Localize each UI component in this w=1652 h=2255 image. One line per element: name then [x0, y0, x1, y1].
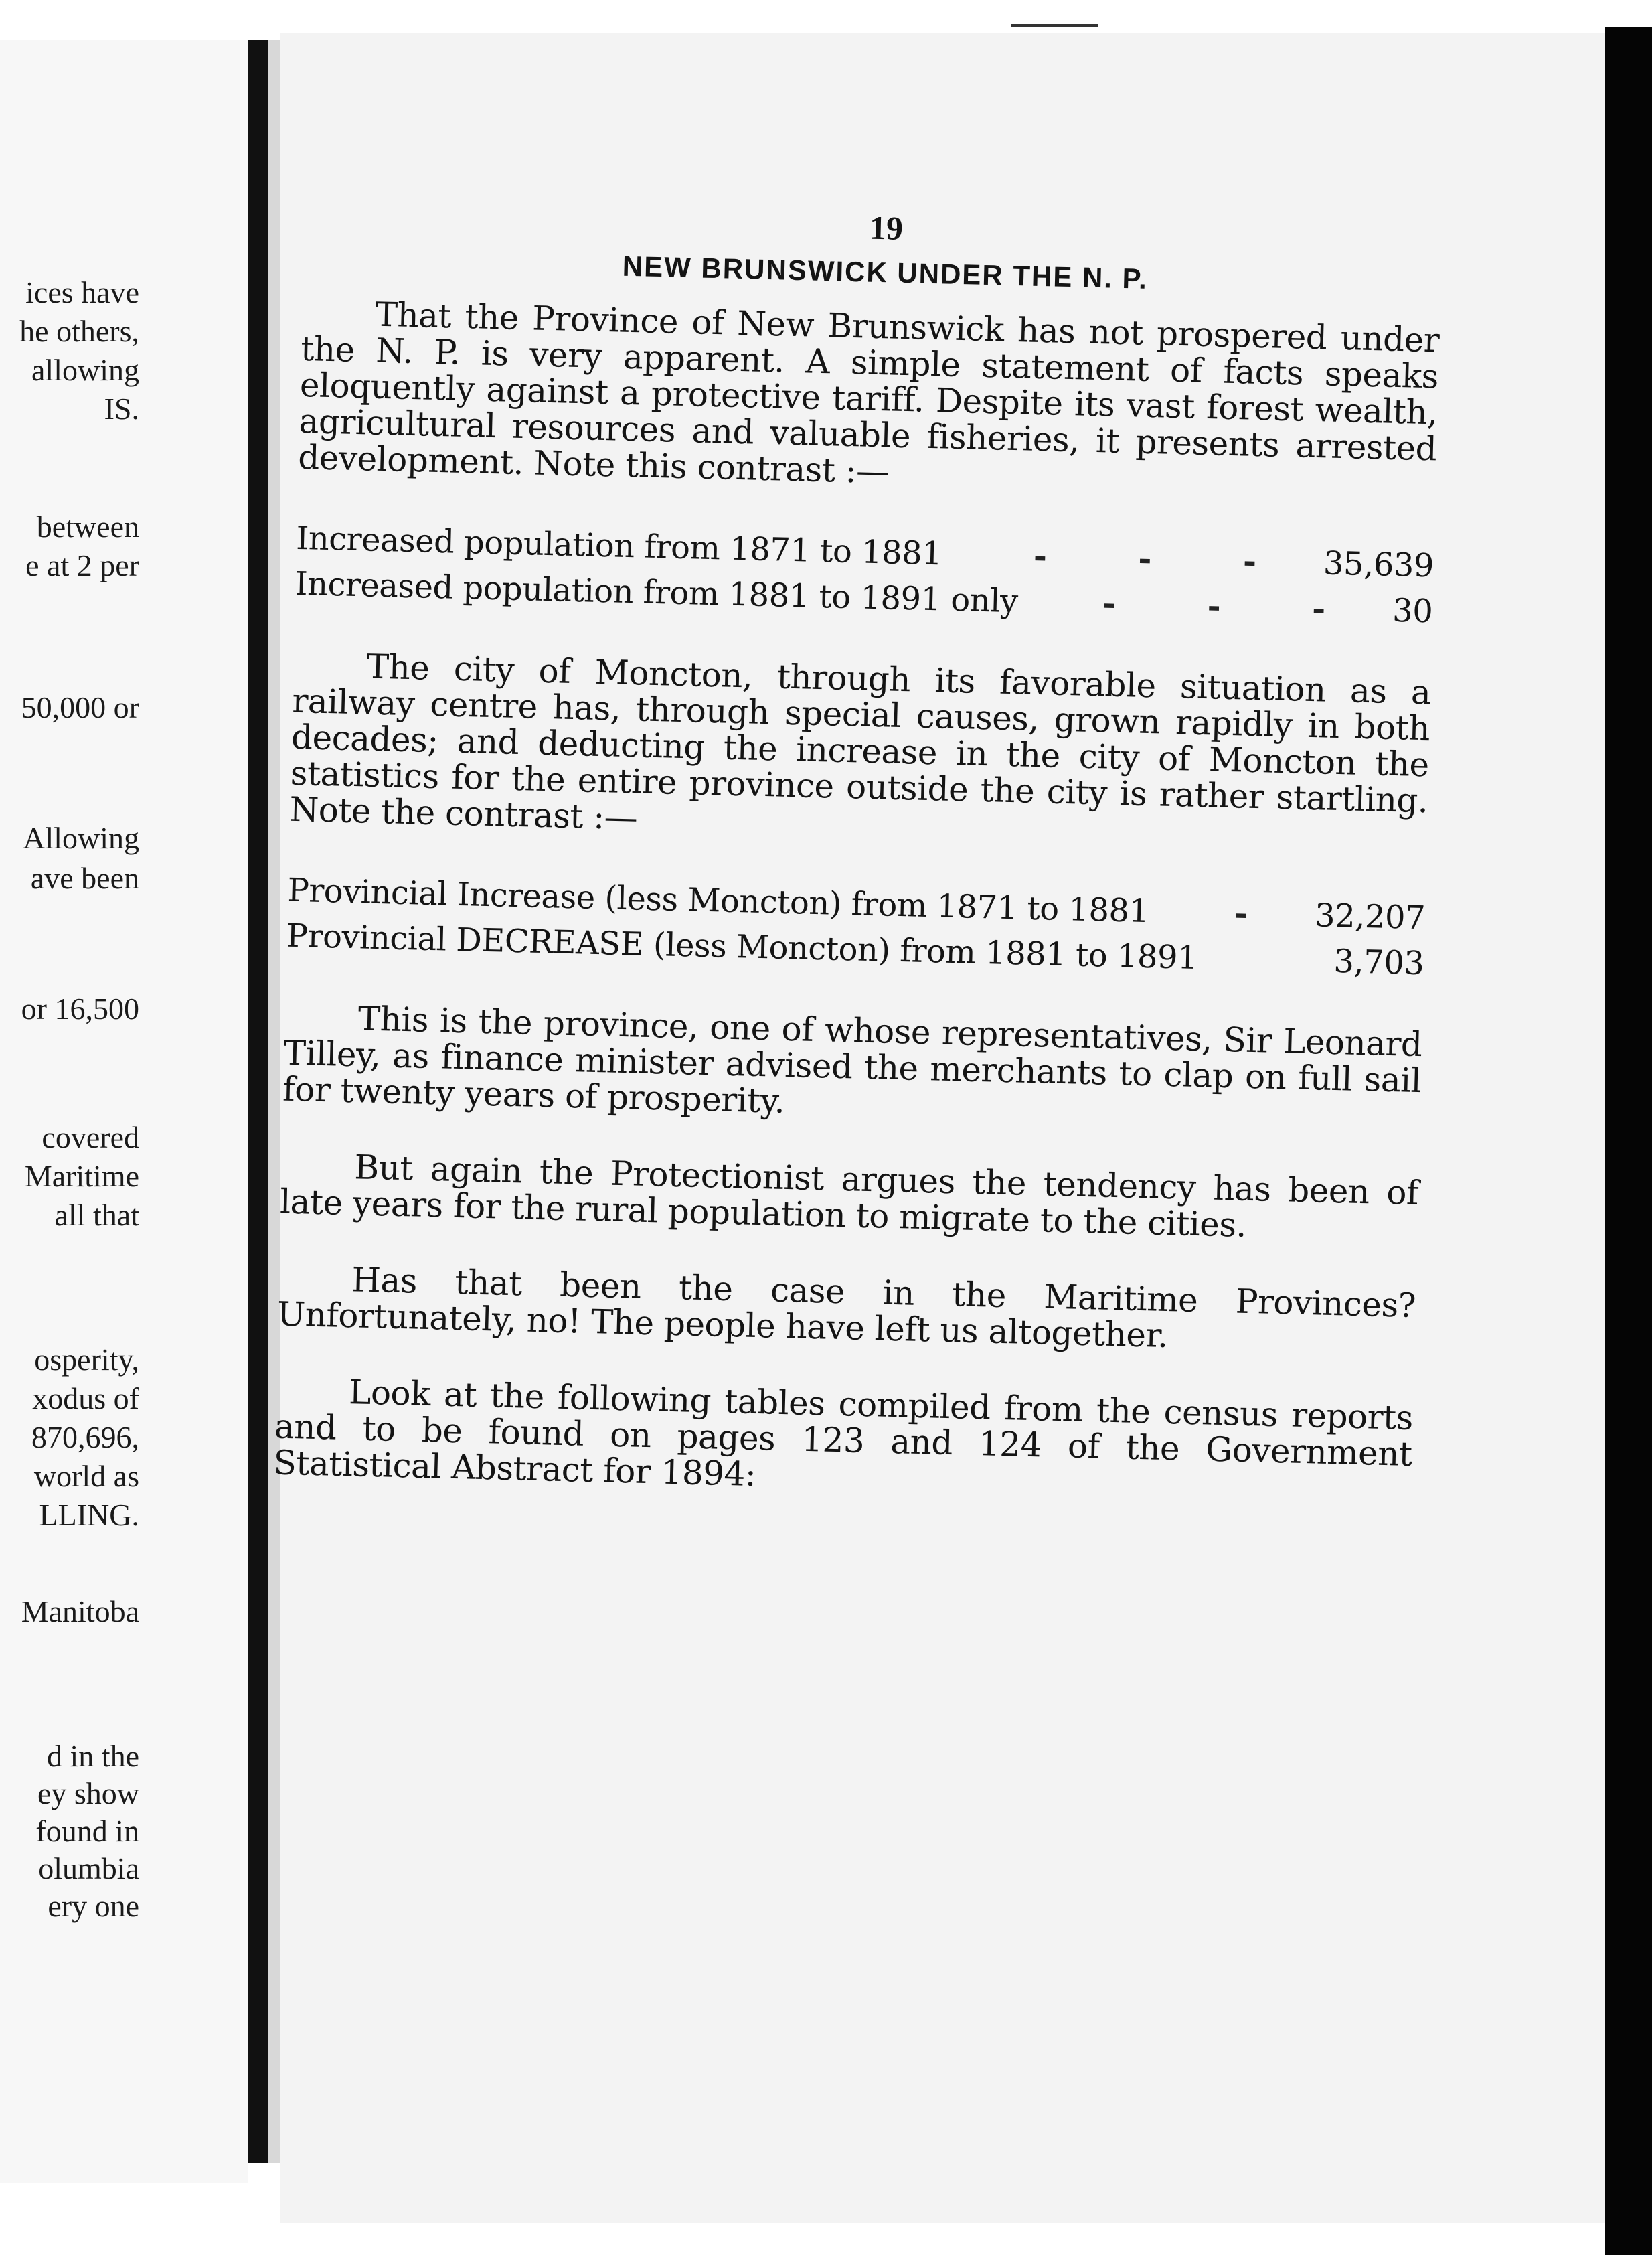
stat-label: Increased population from 1881 to 1891 only	[295, 564, 1019, 621]
left-page-text-fragment: IS.	[104, 392, 139, 426]
stat-leader: -	[1234, 895, 1289, 934]
maritime-paragraph: Has that been the case in the Maritime Provinces? Unfortunately, no! The people have left us altogether.	[276, 1260, 1416, 1356]
stat-leader: - - -	[1102, 585, 1366, 629]
left-page-text-fragment: d in the	[47, 1739, 139, 1773]
page-spine-edge	[268, 40, 280, 2163]
left-page-text-fragment: ave been	[30, 861, 139, 895]
left-page-text-fragment: between	[36, 510, 139, 544]
stat-label: Provincial DECREASE (less Moncton) from 1881 to 1891	[286, 917, 1198, 977]
left-page-text-fragment: Manitoba	[21, 1594, 139, 1628]
section-title: NEW BRUNSWICK UNDER THE N. P.	[622, 250, 1149, 295]
stat-value: 35,639	[1323, 544, 1434, 585]
scan-mark	[1011, 24, 1098, 27]
left-page-text-fragment: olumbia	[38, 1851, 139, 1885]
intro-paragraph: That the Province of New Brunswick has not prospered under the N. P. is very apparent. A simple statement of facts speaks eloquently against a protective tariff. Despite its vast forest wealth, agricultural resources and valuable fisheries, it presents arrested development. Note this contrast :—	[297, 295, 1440, 491]
left-page-text-fragment: 50,000 or	[21, 690, 139, 724]
book-gutter	[248, 40, 268, 2163]
left-page-text-fragment: ey show	[37, 1776, 139, 1810]
left-page-text-fragment: 870,696,	[31, 1420, 139, 1454]
left-page-text-fragment: all that	[54, 1198, 139, 1232]
left-page-text-fragment: osperity,	[34, 1342, 139, 1377]
left-page-text-fragment: e at 2 per	[25, 548, 139, 582]
left-page-text-fragment: covered	[42, 1120, 139, 1154]
page-content	[272, 194, 1442, 1549]
left-page-text-fragment: Maritime	[24, 1159, 139, 1193]
stat-value: 32,207	[1314, 897, 1426, 937]
left-page-fragment	[0, 40, 248, 2183]
protectionist-paragraph: But again the Protectionist argues the tendency has been of late years for the rural population to migrate to the cities.	[279, 1148, 1419, 1245]
provincial-stats	[286, 868, 1426, 986]
page-number: 19	[869, 208, 904, 247]
tables-intro-paragraph: Look at the following tables compiled from the census reports and to be found on pages 123 and 124 of the Government Statistical Abstract for 1894:	[272, 1373, 1414, 1494]
left-page-text-fragment: LLING.	[39, 1498, 139, 1532]
left-page-text-fragment: found in	[35, 1814, 139, 1848]
scan-border	[1605, 27, 1652, 2255]
population-stats	[295, 516, 1434, 634]
stat-value: 30	[1392, 591, 1433, 631]
left-page-text-fragment: allowing	[31, 353, 139, 387]
stat-leader	[1197, 969, 1333, 972]
stat-label: Increased population from 1871 to 1881	[295, 519, 942, 573]
tilley-paragraph: This is the province, one of whose representatives, Sir Leonard Tilley, as finance minister advised the merchants to clap on full sail for twenty years of prosperity.	[282, 999, 1423, 1121]
left-page-text-fragment: ices have	[25, 275, 139, 309]
left-page-text-fragment: ery one	[48, 1889, 139, 1923]
stat-label: Provincial Increase (less Moncton) from 1871 to 1881	[286, 871, 1150, 931]
left-page-text-fragment: he others,	[19, 314, 139, 348]
left-page-text-fragment: world as	[33, 1459, 139, 1493]
left-page-text-fragment: xodus of	[32, 1381, 139, 1415]
stat-value: 3,703	[1333, 942, 1425, 983]
left-page-text-fragment: Allowing	[23, 821, 139, 855]
left-page-text-fragment: or 16,500	[21, 992, 139, 1026]
stat-leader: - - -	[1033, 537, 1297, 582]
moncton-paragraph: The city of Moncton, through its favorable situation as a railway centre has, through special causes, grown rapidly in both decades; and deducting the increase in the city of Moncton the statistics for the entire province outside the city is rather startling. Note the contrast :—	[288, 647, 1432, 838]
